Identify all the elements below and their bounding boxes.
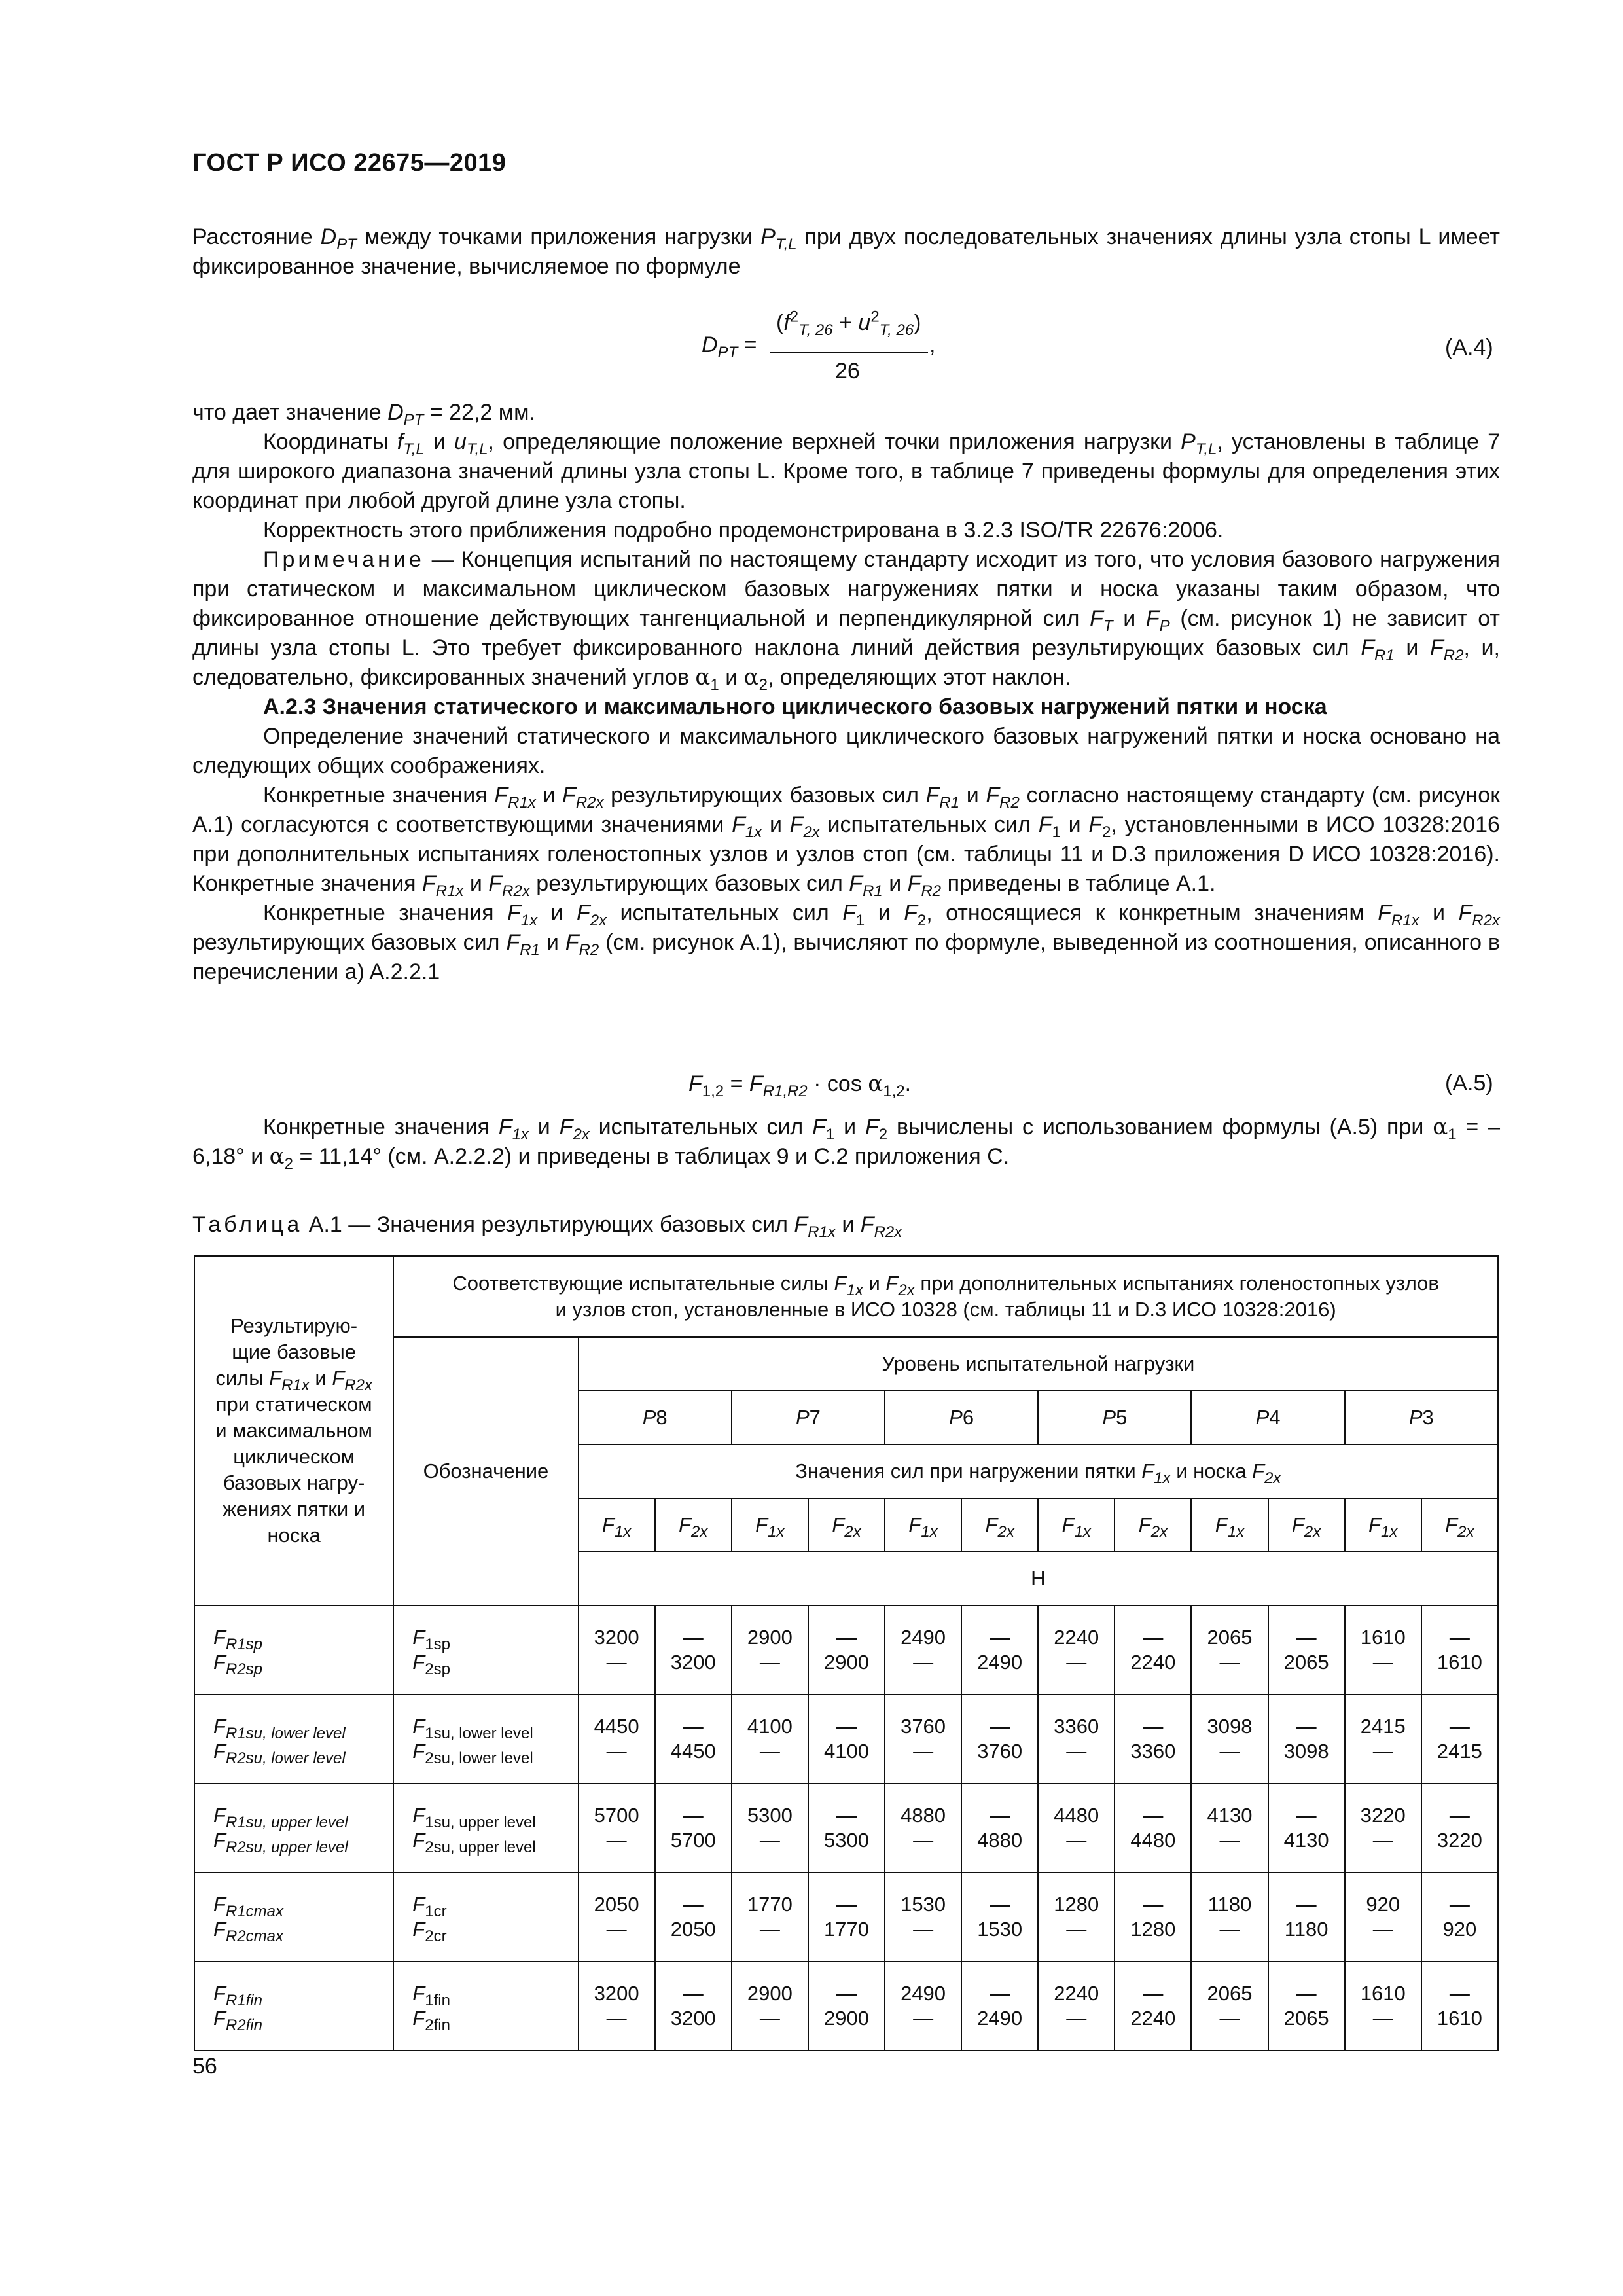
para-distance: Расстояние $D_{PT}$ между точками приложения нагрузки $P_{T,L}$ при двух последовательных значениях длины узла стопы L имеет фиксированное значение, вычисляемое по формуле [192, 224, 1500, 279]
value-cell-f2x: — 1610 [1421, 1605, 1498, 1695]
resulting-force-cell: $F_{R1sp}$ $F_{R2sp}$ [194, 1605, 393, 1695]
fx-header: $F_{1x}$ [1345, 1498, 1421, 1552]
value-cell-f1x: 2490 — [885, 1962, 961, 2051]
value-cell-f1x: 2240 — [1038, 1605, 1115, 1695]
body-main [192, 398, 1500, 987]
value-cell-f1x: 4100 — [732, 1695, 808, 1784]
value-cell-f2x: — 1280 [1115, 1873, 1191, 1962]
table-row [194, 1873, 1498, 1962]
value-cell-f1x: 1610 — [1345, 1962, 1421, 2051]
value-cell-f2x: — 1610 [1421, 1962, 1498, 2051]
value-cell-f2x: — 1530 [961, 1873, 1038, 1962]
header-force-values: Значения сил при нагружении пятки $F_{1x}$ и носка $F_{2x}$ [579, 1444, 1498, 1498]
formula-a4-fraction-line [770, 352, 928, 353]
value-cell-f2x: — 4450 [655, 1695, 732, 1784]
table-body [194, 1605, 1498, 2051]
value-cell-f2x: — 920 [1421, 1873, 1498, 1962]
table-row [194, 1962, 1498, 2051]
formula-a4-numerator: $(f^2_{T, 26} + u^2_{T, 26})$ [776, 308, 921, 339]
fx-header: $F_{1x}$ [1191, 1498, 1268, 1552]
formula-a4-denominator: 26 [835, 359, 860, 384]
value-cell-f2x: — 3220 [1421, 1784, 1498, 1873]
data-table [194, 1255, 1499, 2051]
formula-a4-lhs: $D_{PT}$ = [702, 332, 757, 361]
document-header: ГОСТ Р ИСО 22675—2019 [192, 149, 507, 177]
fx-header: $F_{1x}$ [885, 1498, 961, 1552]
header-unit: Н [579, 1552, 1498, 1605]
fx-header: $F_{1x}$ [1038, 1498, 1115, 1552]
value-cell-f2x: — 4130 [1268, 1784, 1345, 1873]
value-cell-f2x: — 3098 [1268, 1695, 1345, 1784]
para-test-forces: Конкретные значения $F_{1x}$ и $F_{2x}$ испытательных сил $F_1$ и $F_2$, относящиеся к конкретным значениям $F_{R1x}$ и $F_{R2x}$ результирующих базовых сил $F_{R1}$ и $F_{R2}$ (см. рисунок A.1), вычисляют по формуле, выведенной из соотношения, описанного в перечислении а) A.2.2.1 [192, 901, 1500, 984]
equation-number-a5: (A.5) [1445, 1071, 1493, 1096]
para-coordinates: Координаты $f_{T,L}$ и $u_{T,L}$, определяющие положение верхней точки приложения нагрузки $P_{T,L}$, установлены в таблице 7 для широкого диапазона значений длины узла стопы L. Кроме того, в таблице 7 приведены формулы для определения этих координат при любой другой длине узла стопы. [192, 429, 1500, 513]
value-cell-f1x: 1610 — [1345, 1605, 1421, 1695]
page-number: 56 [192, 2054, 217, 2079]
resulting-force-cell: $F_{R1fin}$ $F_{R2fin}$ [194, 1962, 393, 2051]
resulting-force-cell: $F_{R1su, lower level}$ $F_{R2su, lower level}$ [194, 1695, 393, 1784]
fx-header: $F_{1x}$ [732, 1498, 808, 1552]
table-row [194, 1695, 1498, 1784]
equation-number-a4: (A.4) [1445, 335, 1493, 360]
header-resulting-forces: Результирую- щие базовые силы $F_{R1x}$ и $F_{R2x}$ при статическом и максимальном циклическом базовых нагру- жениях пятки и носка [194, 1256, 393, 1605]
para-definition: Определение значений статического и максимального циклического базовых нагружений пятки и носка основано на следующих общих соображениях. [192, 724, 1500, 778]
value-cell-f1x: 3360 — [1038, 1695, 1115, 1784]
value-cell-f2x: — 5300 [808, 1784, 885, 1873]
level-header: P7 [732, 1391, 885, 1444]
para-result: что дает значение $D_{PT} = 22,2$ мм. [192, 400, 535, 429]
fx-header: $F_{2x}$ [655, 1498, 732, 1552]
document-page: ГОСТ Р ИСО 22675—2019 Расстояние $D_{PT}$ между точками приложения нагрузки $P_{T,L}$ при двух последовательных значениях длины узла стопы L имеет фиксированное значение, вычисляемое по формуле $D_{PT}$ = $(f^2_{T, 26} + u^2_{T, 26})$ 26 , (A.4) что дает значение $D_{PT} = 22,2$ мм. Координаты $f_{T,L}$ и $u_{T,L}$, определяющие положение верхней точки приложения нагрузки $P_{T,L}$, установлены в таблице 7 для широкого диапазона значений длины узла стопы L. Кроме того, в таблице 7 приведены формулы для определения этих координат при любой другой длине узла стопы. Корректность этого приближения подробно продемонстрирована в 3.2.3 ISO/TR 22676:2006. Примечание — Концепция испытаний по настоящему стандарту исходит из того, что условия базового нагружения при статическом и максимальном циклическом базовых нагружениях пятки и носка указаны таким образом, что фиксированное отношение действующих тангенциальной и перпендикулярной сил $F_T$ и $F_P$ (см. рисунок 1) не зависит от длины узла стопы L. Это требует фиксированного наклона линий действия результирующих базовых сил $F_{R1}$ и $F_{R2}$, и, следовательно, фиксированных значений углов $\alpha_1$ и $\alpha_2$, определяющих этот наклон. A.2.3 Значения статического и максимального циклического базовых нагружений пятки и носка Определение значений статического и максимального циклического базовых нагружений пятки и носка основано на следующих общих соображениях. Конкретные значения $F_{R1x}$ и $F_{R2x}$ результирующих базовых сил $F_{R1}$ и $F_{R2}$ согласно настоящему стандарту (см. рисунок A.1) согласуются с соответствующими значениями $F_{1x}$ и $F_{2x}$ испытательных сил $F_1$ и $F_2$, установленными в ИСО 10328:2016 при дополнительных испытаниях голеностопных узлов и узлов стоп (см. таблицы 11 и D.3 приложения D ИСО 10328:2016). Конкретные значения $F_{R1x}$ и $F_{R2x}$ результирующих базовых сил $F_{R1}$ и $F_{R2}$ приведены в таблице A.1. Конкретные значения $F_{1x}$ и $F_{2x}$ испытательных сил $F_1$ и $F_2$, относящиеся к конкретным значениям $F_{R1x}$ и $F_{R2x}$ результирующих базовых сил $F_{R1}$ и $F_{R2}$ (см. рисунок A.1), вычисляют по формуле, выведенной из соотношения, описанного в перечислении а) A.2.2.1 $F_{1,2} = F_{R1,R2} \cdot \cos \alpha_{1,2}$. (A.5) Конкретные значения $F_{1x}$ и $F_{2x}$ испытательных сил $F_1$ и $F_2$ вычислены с использованием формулы (A.5) при $\alpha_1 = -6,18^\circ$ и $\alpha_2 = 11,14^\circ$ (см. A.2.2.2) и приведены в таблицах 9 и С.2 приложения С. Таблица A.1 — Значения результирующих базовых сил $F_{R1x}$ и $F_{R2x}$ Результирую- щие базовые силы $F_{R1x}$ и $F_{R2x}$ при статическом и максимальном циклическом базовых нагру- жениях пятки и носка Соответствующие испытательные силы $F_{1x}$ и $F_{2x}$ при дополнительных испытаниях голеностопных узлов и узлов стоп, установленные в ИСО 10328 (см. таблицы 11 и D.3 ИСО 10328:2016) Обозначение Уровень испытательной нагрузки P8 P7 P6 P5 P4 P3 Значения сил при нагружении пятки $F_{1x}$ и носка $F_{2x}$ $F_{1x}$ $F_{2x}$ $F_{1x}$ $F_{2x}$ $F_{1x}$ $F_{2x}$ $F_{1x}$ $F_{2x}$ $F_{1x}$ $F_{2x}$ $F_{1x}$ $F_{2x}$ Н $F_{R1sp}$ $F_{R2sp}$ $F_{1sp}$ $F_{2sp}$ 3200 — — 3200 2900 — — 2900 2490 — — 2490 2240 — — 2240 2065 — — 2065 1610 — — 1610 $F_{R1su, lower level}$ $F_{R2su, lower level}$ $F_{1su, lower level}$ $F_{2su, lower level}$ 4450 — — 4450 4100 — — 4100 3760 — — 3760 3360 — — 3360 3098 — — 3098 2415 — — 2415 $F_{R1su, upper level}$ $F_{R2su, upper level}$ $F_{1su, upper level}$ $F_{2su, upper level}$ 5700 — — 5700 5300 — — 5300 4880 — — 4880 4480 — — 4480 4130 — — 4130 3220 — — 3220 $F_{R1cmax}$ $F_{R2cmax}$ $F_{1cr}$ $F_{2cr}$ 2050 — — 2050 1770 — — 1770 1530 — — 1530 1280 — — 1280 1180 — — 1180 920 — — 920 $F_{R1fin}$ $F_{R2fin}$ $F_{1fin}$ $F_{2fin}$ 3200 — — 3200 2900 — — 2900 2490 — — 2490 2240 — — 2240 2065 — — 2065 1610 — — 1610 56 [192, 149, 1501, 2079]
value-cell-f1x: 1770 — [732, 1873, 808, 1962]
note: Примечание — Концепция испытаний по настоящему стандарту исходит из того, что условия базового нагружения при статическом и максимальном циклическом базовых нагружениях пятки и носка указаны таким образом, что фиксированное отношение действующих тангенциальной и перпендикулярной сил $F_T$ и $F_P$ (см. рисунок 1) не зависит от длины узла стопы L. Это требует фиксированного наклона линий действия результирующих базовых сил $F_{R1}$ и $F_{R2}$, и, следовательно, фиксированных значений углов $\alpha_1$ и $\alpha_2$, определяющих этот наклон. [192, 547, 1500, 694]
value-cell-f1x: 3200 — [579, 1605, 655, 1695]
value-cell-f2x: — 2240 [1115, 1962, 1191, 2051]
designation-cell: $F_{1su, lower level}$ $F_{2su, lower level}$ [393, 1695, 578, 1784]
value-cell-f1x: 1180 — [1191, 1873, 1268, 1962]
value-cell-f1x: 1280 — [1038, 1873, 1115, 1962]
header-designation: Обозначение [393, 1337, 578, 1605]
resulting-force-cell: $F_{R1su, upper level}$ $F_{R2su, upper level}$ [194, 1784, 393, 1873]
value-cell-f1x: 4880 — [885, 1784, 961, 1873]
fx-header: $F_{2x}$ [808, 1498, 885, 1552]
value-cell-f2x: — 2900 [808, 1962, 885, 2051]
value-cell-f2x: — 4100 [808, 1695, 885, 1784]
para-computed: Конкретные значения $F_{1x}$ и $F_{2x}$ испытательных сил $F_1$ и $F_2$ вычислены с использованием формулы (A.5) при $\alpha_1 = -6,18^\circ$ и $\alpha_2 = 11,14^\circ$ (см. A.2.2.2) и приведены в таблицах 9 и С.2 приложения С. [192, 1114, 1501, 1173]
fx-header: $F_{2x}$ [1268, 1498, 1345, 1552]
value-cell-f1x: 3760 — [885, 1695, 961, 1784]
level-header: P6 [885, 1391, 1038, 1444]
value-cell-f1x: 5300 — [732, 1784, 808, 1873]
value-cell-f2x: — 3760 [961, 1695, 1038, 1784]
value-cell-f1x: 4130 — [1191, 1784, 1268, 1873]
value-cell-f1x: 2900 — [732, 1605, 808, 1695]
value-cell-f1x: 3200 — [579, 1962, 655, 2051]
designation-cell: $F_{1cr}$ $F_{2cr}$ [393, 1873, 578, 1962]
designation-cell: $F_{1fin}$ $F_{2fin}$ [393, 1962, 578, 2051]
resulting-force-cell: $F_{R1cmax}$ $F_{R2cmax}$ [194, 1873, 393, 1962]
value-cell-f1x: 2490 — [885, 1605, 961, 1695]
level-header: P4 [1191, 1391, 1344, 1444]
fx-header: $F_{1x}$ [579, 1498, 655, 1552]
level-header: P5 [1038, 1391, 1191, 1444]
value-cell-f2x: — 3200 [655, 1962, 732, 2051]
table-row [194, 1605, 1498, 1695]
value-cell-f2x: — 1180 [1268, 1873, 1345, 1962]
value-cell-f2x: — 3360 [1115, 1695, 1191, 1784]
value-cell-f2x: — 2050 [655, 1873, 732, 1962]
body-after-a5 [192, 1113, 1500, 1172]
value-cell-f1x: 4480 — [1038, 1784, 1115, 1873]
body-top [192, 223, 1500, 281]
level-header: P8 [579, 1391, 732, 1444]
value-cell-f1x: 2065 — [1191, 1605, 1268, 1695]
value-cell-f2x: — 1770 [808, 1873, 885, 1962]
value-cell-f1x: 2415 — [1345, 1695, 1421, 1784]
table-row [194, 1784, 1498, 1873]
value-cell-f2x: — 5700 [655, 1784, 732, 1873]
value-cell-f2x: — 2065 [1268, 1962, 1345, 2051]
value-cell-f1x: 4450 — [579, 1695, 655, 1784]
level-header: P3 [1345, 1391, 1498, 1444]
value-cell-f1x: 3098 — [1191, 1695, 1268, 1784]
value-cell-f1x: 3220 — [1345, 1784, 1421, 1873]
value-cell-f1x: 2050 — [579, 1873, 655, 1962]
value-cell-f2x: — 2490 [961, 1605, 1038, 1695]
formula-a5: $F_{1,2} = F_{R1,R2} \cdot \cos \alpha_{1,2}$. [688, 1071, 912, 1100]
fx-header: $F_{2x}$ [1421, 1498, 1498, 1552]
section-title-a23: A.2.3 Значения статического и максимального циклического базовых нагружений пятки и носка [263, 694, 1327, 719]
fx-header: $F_{2x}$ [1115, 1498, 1191, 1552]
table-caption: Таблица A.1 — Значения результирующих базовых сил $F_{R1x}$ и $F_{R2x}$ [192, 1212, 902, 1241]
value-cell-f1x: 5700 — [579, 1784, 655, 1873]
para-correctness: Корректность этого приближения подробно продемонстрирована в 3.2.3 ISO/TR 22676:2006. [263, 518, 1224, 543]
value-cell-f1x: 2065 — [1191, 1962, 1268, 2051]
header-corresponding-forces: Соответствующие испытательные силы $F_{1x}$ и $F_{2x}$ при дополнительных испытаниях голеностопных узлов и узлов стоп, установленные в ИСО 10328 (см. таблицы 11 и D.3 ИСО 10328:2016) [393, 1256, 1498, 1337]
value-cell-f1x: 2900 — [732, 1962, 808, 2051]
value-cell-f2x: — 4480 [1115, 1784, 1191, 1873]
header-load-level: Уровень испытательной нагрузки [579, 1337, 1498, 1391]
value-cell-f2x: — 2490 [961, 1962, 1038, 2051]
value-cell-f2x: — 3200 [655, 1605, 732, 1695]
fx-header: $F_{2x}$ [961, 1498, 1038, 1552]
value-cell-f1x: 2240 — [1038, 1962, 1115, 2051]
value-cell-f2x: — 4880 [961, 1784, 1038, 1873]
value-cell-f2x: — 2065 [1268, 1605, 1345, 1695]
value-cell-f2x: — 2900 [808, 1605, 885, 1695]
value-cell-f2x: — 2415 [1421, 1695, 1498, 1784]
designation-cell: $F_{1su, upper level}$ $F_{2su, upper level}$ [393, 1784, 578, 1873]
designation-cell: $F_{1sp}$ $F_{2sp}$ [393, 1605, 578, 1695]
value-cell-f1x: 920 — [1345, 1873, 1421, 1962]
value-cell-f1x: 1530 — [885, 1873, 961, 1962]
value-cell-f2x: — 2240 [1115, 1605, 1191, 1695]
para-specific-values: Конкретные значения $F_{R1x}$ и $F_{R2x}$ результирующих базовых сил $F_{R1}$ и $F_{R2}$ согласно настоящему стандарту (см. рисунок A.1) согласуются с соответствующими значениями $F_{1x}$ и $F_{2x}$ испытательных сил $F_1$ и $F_2$, установленными в ИСО 10328:2016 при дополнительных испытаниях голеностопных узлов и узлов стоп (см. таблицы 11 и D.3 приложения D ИСО 10328:2016). Конкретные значения $F_{R1x}$ и $F_{R2x}$ результирующих базовых сил $F_{R1}$ и $F_{R2}$ приведены в таблице A.1. [192, 783, 1501, 900]
